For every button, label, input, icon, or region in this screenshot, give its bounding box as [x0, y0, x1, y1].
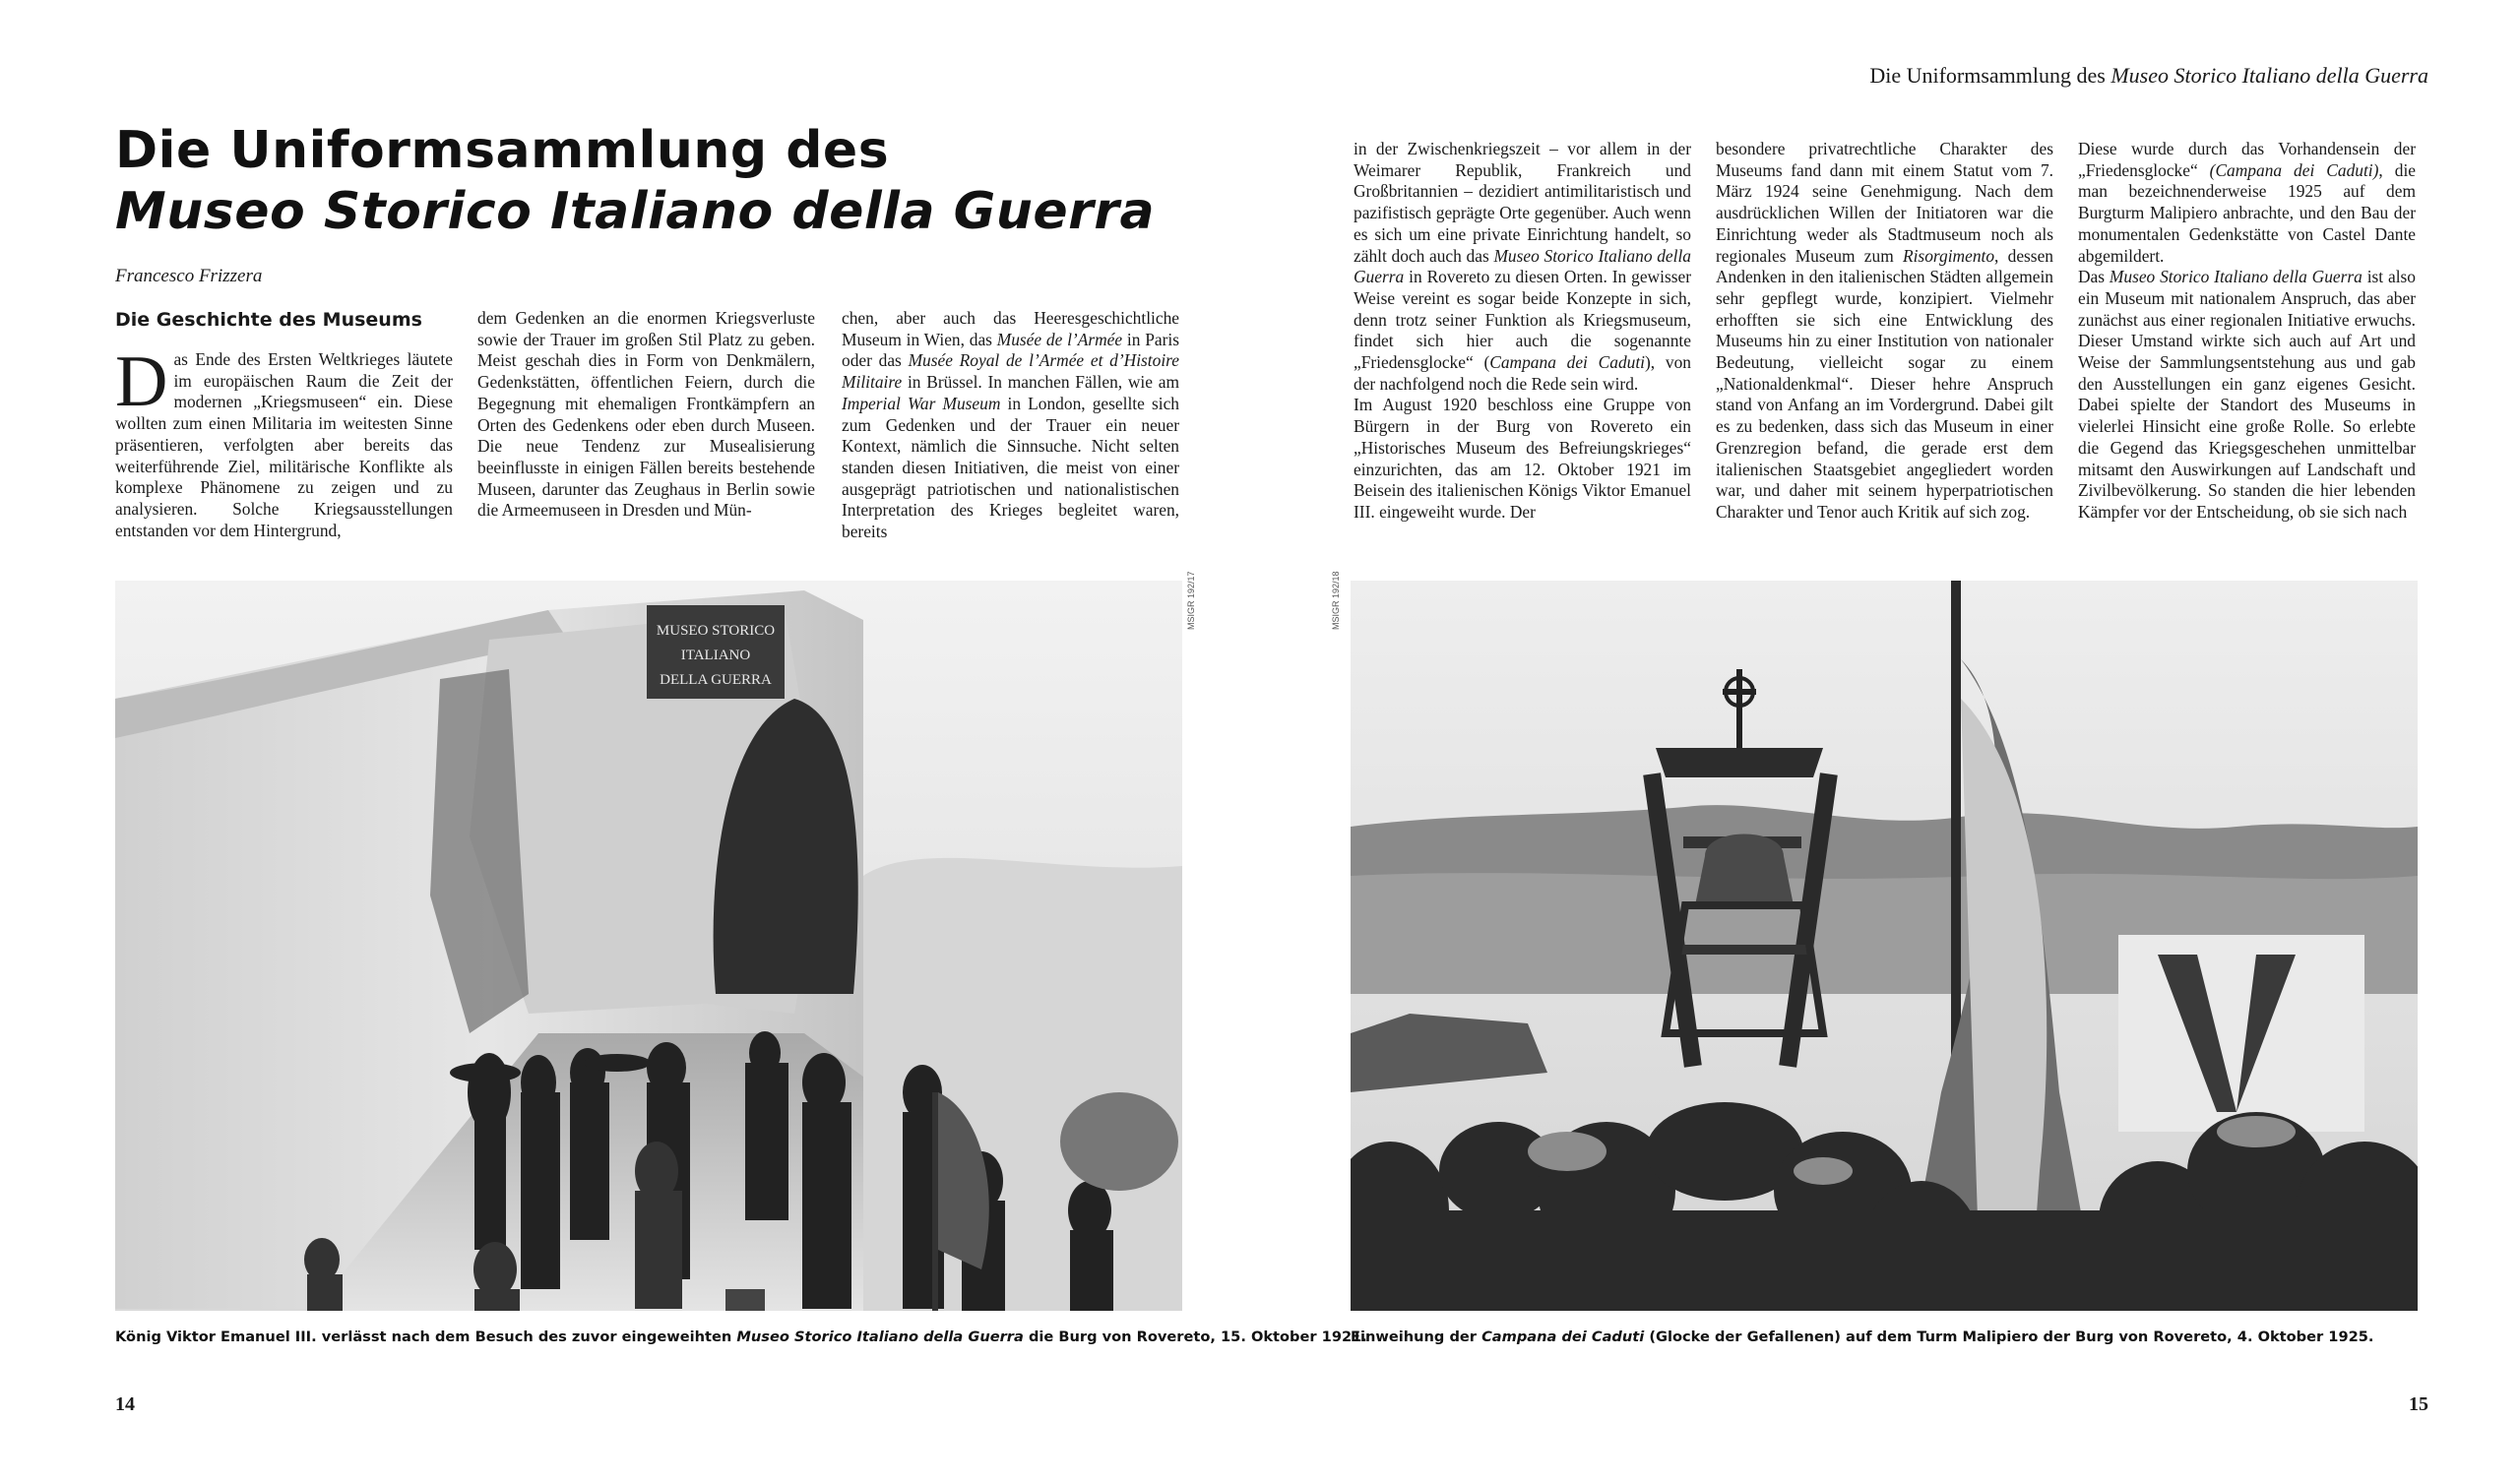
column-3-text-d: in London, gesellte sich zum Gedenken und der Trauer ein neuer Kontext, nämlich die Sinnsuche. Nicht selten standen diesen Initiativen, die meist von einer ausgeprägt patriotischen und nationalistischen Interpretation des Krieges begleitet waren, bereits — [842, 393, 1179, 542]
column-4-italic-2: Campana dei Caduti — [1489, 352, 1646, 373]
column-3-italic-1: Musée de l’Armée — [996, 329, 1123, 349]
text-column-4 — [1354, 139, 1691, 552]
page-number-right: 15 — [2409, 1393, 2428, 1415]
text-column-5 — [1716, 139, 2053, 552]
caption-right — [1351, 1328, 2373, 1347]
running-head-prefix: Die Uniformsammlung des — [1869, 63, 2111, 88]
running-head — [1869, 63, 2428, 89]
column-6-italic-2: Museo Storico Italiano della Guerra — [2109, 267, 2362, 287]
column-3-text-a: chen, aber auch das Heeresgeschichtliche Museum in Wien, das — [842, 308, 1179, 349]
title-line-2: Museo Storico Italiano della Guerra — [115, 182, 1156, 241]
page-number-left: 14 — [115, 1393, 135, 1415]
author: Francesco Frizzera — [115, 266, 263, 286]
section-heading: Die Geschichte des Museums — [115, 309, 422, 331]
column-6-text-b: , die man bezeichnenderweise 1925 auf dem Burgturm Malipiero anbrachte, und den Bau der monumentalen Gedenkstätte von Castel Dante abgemildert. — [2078, 159, 2416, 266]
column-5-italic-1: Risorgimento — [1902, 245, 1995, 266]
museum-sign-line-2: ITALIANO — [680, 648, 751, 663]
column-4-text-a: in der Zwischenkriegszeit – vor allem in der Weimarer Republik, Frankreich und Großbritannien – dezidiert antimilitaristisch und pazifistisch geprägte Orte gegenüber. Auch wenn es sich um eine private Einrichtung handelt, so zählt doch auch das — [1354, 139, 1691, 266]
photo-bell-inauguration-illustration — [1351, 581, 2418, 1311]
column-6-text-a: Diese wurde durch das Vorhandensein der „Friedensglocke“ — [2078, 139, 2416, 180]
column-4-text-b: in Rovereto zu diesen Orten. In gewisser Weise vereint es sogar beide Konzepte in sich, denn trotz seiner Funktion als Kriegsmuseum, findet sich hier auch die sogenannte „Friedensglocke“ ( — [1354, 267, 1691, 373]
column-6-text-c: Das — [2078, 267, 2110, 287]
caption-left-text-a: König Viktor Emanuel III. verlässt nach dem Besuch des zuvor eingeweihten — [115, 1329, 737, 1345]
column-3-text-b: in Paris oder das — [842, 329, 1179, 371]
caption-left-text-b: die Burg von Rovereto, 15. Oktober 1921. — [1023, 1329, 1367, 1345]
column-4-text-c: ), von der nachfolgend noch die Rede sein wird. — [1354, 352, 1691, 394]
photo-credit-left: MSIGR 192/17 — [1186, 571, 1196, 630]
column-3-italic-3: Imperial War Museum — [842, 393, 1001, 413]
article-title — [115, 120, 1198, 242]
text-column-2 — [477, 308, 815, 552]
text-column-3 — [842, 308, 1179, 552]
photo-castle-gate — [115, 581, 1182, 1311]
caption-left — [115, 1328, 1367, 1347]
caption-right-text-a: Einweihung der — [1351, 1329, 1482, 1345]
column-1-text: as Ende des Ersten Weltkrieges läutete im europäischen Raum die Zeit der modernen „Kriegsmuseen“ ein. Diese wollten zum einen Militaria im weitesten Sinne präsentieren, verfolgten aber bereits das weiterführende Ziel, militärische Konflikte als komplexe Phänomene zu zeigen und zu analysieren. Solche Kriegsausstellungen entstanden vor dem Hintergrund, — [115, 349, 453, 540]
column-5-text-b: , dessen Andenken in den italienischen Städten allgemein sehr gepflegt wurde, konzipiert. Vielmehr erhofften sie sich eine Entwicklung des Museums hin zu einer Institution von nationaler Bedeutung, vielleicht sogar zu einem „Nationaldenkmal“. Dieser hehre Anspruch stand von Anfang an im Vordergrund. Dabei gilt es zu bedenken, dass sich das Museum in einer Grenzregion befand, die gerade erst dem italienischen Staatsgebiet angegliedert worden war, und daher mit seinem hyperpatriotischen Charakter und Tenor auch Kritik auf sich zog. — [1716, 245, 2053, 522]
photo-bell-inauguration — [1351, 581, 2418, 1311]
photo-credit-right: MSIGR 192/18 — [1331, 571, 1341, 630]
museum-sign-line-1: MUSEO STORICO — [656, 623, 776, 639]
column-4-paragraph-2: Im August 1920 beschloss eine Gruppe von Bürgern in der Burg von Rovereto ein „Historisches Museum des Befreiungskrieges“ einzurichten, das am 12. Oktober 1921 im Beisein des italienischen Königs Viktor Emanuel III. eingeweiht wurde. Der — [1354, 395, 1691, 522]
text-column-1 — [115, 308, 453, 552]
title-line-1: Die Uniformsammlung des — [115, 121, 890, 180]
column-3-italic-2: Musée Royal de l’Armée et d’Histoire Militaire — [842, 350, 1179, 393]
column-6-italic-1: (Campana dei Caduti) — [2209, 159, 2379, 180]
caption-left-italic: Museo Storico Italiano della Guerra — [736, 1329, 1024, 1345]
photo-castle-gate-illustration — [115, 581, 1182, 1311]
column-5-text-a: besondere privatrechtliche Charakter des Museums fand dann mit einem Statut vom 7. März 1924 seine Genehmigung. Nach dem ausdrücklichen Willen der Initiatoren war die Einrichtung weder als Stadtmuseum noch als regionales Museum zum — [1716, 139, 2053, 266]
drop-cap: D — [115, 341, 168, 422]
column-6-text-d: ist also ein Museum mit nationalem Anspruch, das aber zunächst aus einer regionalen Initiative erwuchs. Dieser Umstand wirkte sich auch auf Art und Weise der Sammlungsentstehung aus und gab den Ausstellungen ein ganz eigenes Gesicht. Dabei spielte der Standort des Museums in vielerlei Hinsicht eine große Rolle. So erlebte die Gegend das Kriegsgeschehen unmittelbar mitsamt den Auswirkungen auf Landschaft und Zivilbevölkerung. So standen die hier lebenden Kämpfer vor der Entscheidung, ob sie sich nach — [2078, 267, 2416, 522]
caption-right-text-b: (Glocke der Gefallenen) auf dem Turm Malipiero der Burg von Rovereto, 4. Oktober 1925. — [1644, 1329, 2374, 1345]
caption-right-italic: Campana dei Caduti — [1481, 1329, 1645, 1345]
museum-sign-line-3: DELLA GUERRA — [660, 672, 772, 688]
running-head-italic: Museo Storico Italiano della Guerra — [2110, 63, 2428, 88]
column-2-text: dem Gedenken an die enormen Kriegsverluste sowie der Trauer im großen Stil Platz zu geben. Meist geschah dies in Form von Denkmälern, Gedenkstätten, öffentlichen Feiern, durch die Begegnung mit ehemaligen Frontkämpfern an Orten des Gedenkens oder eben durch Museen. Die neue Tendenz zur Musealisierung beeinflusste in einigen Fällen bereits bestehende Museen, darunter das Zeughaus in Berlin sowie die Armeemuseen in Dresden und Mün- — [477, 308, 815, 521]
text-column-6 — [2078, 139, 2416, 552]
column-4-italic-1: Museo Storico Italiano della Guerra — [1354, 245, 1691, 287]
column-3-text-c: in Brüssel. In manchen Fällen, wie am — [902, 372, 1179, 393]
